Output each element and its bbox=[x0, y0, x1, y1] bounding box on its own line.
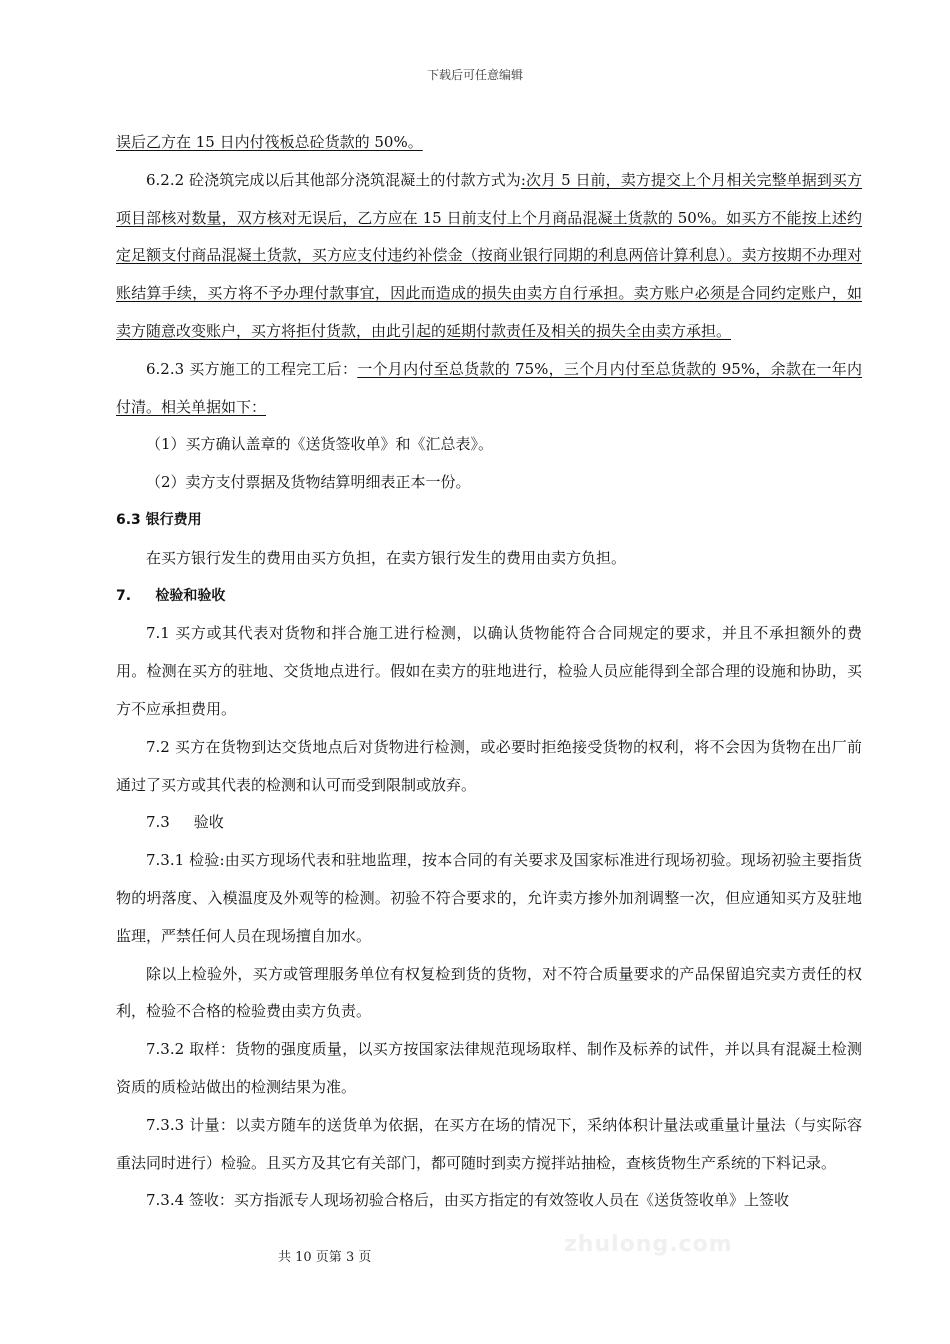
list-item-1: （1）买方确认盖章的《送货签收单》和《汇总表》。 bbox=[146, 435, 494, 454]
heading-7: 7. 检验和验收 bbox=[116, 587, 226, 604]
paragraph-6-2-2 bbox=[116, 162, 862, 351]
watermark: zhulong.com bbox=[564, 1232, 733, 1257]
heading-6-3: 6.3 银行费用 bbox=[116, 511, 202, 528]
paragraph-6-2-2-lead: 6.2.2 砼浇筑完成以后其他部分浇筑混凝土的付款方式为 bbox=[146, 170, 521, 189]
paragraph-7-3-1-continued: 除以上检验外，买方或管理服务单位有权复检到货的货物，对不符合质量要求的产品保留追究卖方责任的权利，检验不合格的检验费由卖方负责。 bbox=[116, 964, 862, 1021]
page-footer-number: 共 10 页第 3 页 bbox=[278, 1250, 372, 1265]
paragraph-6-3: 在买方银行发生的费用由买方负担，在卖方银行发生的费用由卖方负担。 bbox=[146, 548, 627, 567]
paragraph-6-2-3 bbox=[116, 351, 862, 427]
page-header-note: 下载后可任意编辑 bbox=[426, 68, 523, 82]
paragraph-6-2-2-underlined: :次月 5 日前，卖方提交上个月相关完整单据到买方项目部核对数量，双方核对无误后，乙方应在 15 日前支付上个月商品混凝土货款的 50%。如买方不能按上述约定足额支付商品混凝土货款，买方应支付违约补偿金（按商业银行同期的利息两倍计算利息）。卖方按期不办理对账结算手续，买方将不予办理付款事宜，因此而造成的损失由卖方自行承担。卖方账户必须是合同约定账户，如卖方随意改变账户，买方将拒付货款，由此引起的延期付款责任及相关的损失全由卖方承担。 bbox=[116, 170, 863, 340]
paragraph-7-3-4: 7.3.4 签收：买方指派专人现场初验合格后，由买方指定的有效签收人员在《送货签收单》上签收 bbox=[146, 1191, 789, 1210]
paragraph-7-1: 7.1 买方或其代表对货物和拌合施工进行检测，以确认货物能符合合同规定的要求，并且不承担额外的费用。检测在买方的驻地、交货地点进行。假如在卖方的驻地进行，检验人员应能得到全部合理的设施和协助，买方不应承担费用。 bbox=[116, 624, 862, 718]
paragraph-7-3-2: 7.3.2 取样：货物的强度质量，以买方按国家法律规范现场取样、制作及标养的试件，并以具有混凝土检测资质的质检站做出的检测结果为准。 bbox=[116, 1040, 862, 1096]
paragraph-7-3-1: 7.3.1 检验:由买方现场代表和驻地监理，按本合同的有关要求及国家标准进行现场初验。现场初验主要指货物的坍落度、入模温度及外观等的检测。初验不符合要求的，允许卖方掺外加剂调整一次，但应通知买方及驻地监理，严禁任何人员在现场擅自加水。 bbox=[116, 851, 862, 945]
paragraph-6-2-3-underlined: 一个月内付至总货款的 75%，三个月内付至总货款的 95%，余款在一年内付清。相关单据如下： bbox=[116, 359, 862, 416]
heading-7-3: 7.3 验收 bbox=[146, 813, 224, 832]
list-item-2: （2）卖方支付票据及货物结算明细表正本一份。 bbox=[146, 473, 471, 492]
paragraph-6-2-3-lead: 6.2.3 买方施工的工程完工后： bbox=[146, 359, 358, 378]
document-body bbox=[116, 124, 862, 1220]
paragraph-6-2-1-tail: 误后乙方在 15 日内付筏板总砼货款的 50%。 bbox=[116, 133, 423, 151]
paragraph-7-3-3: 7.3.3 计量：以卖方随车的送货单为依据，在买方在场的情况下，采纳体积计量法或重量计量法（与实际容重法同时进行）检验。且买方及其它有关部门，都可随时到卖方搅拌站抽检，查核货物生产系统的下料记录。 bbox=[116, 1115, 862, 1172]
paragraph-7-2: 7.2 买方在货物到达交货地点后对货物进行检测，或必要时拒绝接受货物的权利，将不会因为货物在出厂前通过了买方或其代表的检测和认可而受到限制或放弃。 bbox=[116, 737, 862, 794]
